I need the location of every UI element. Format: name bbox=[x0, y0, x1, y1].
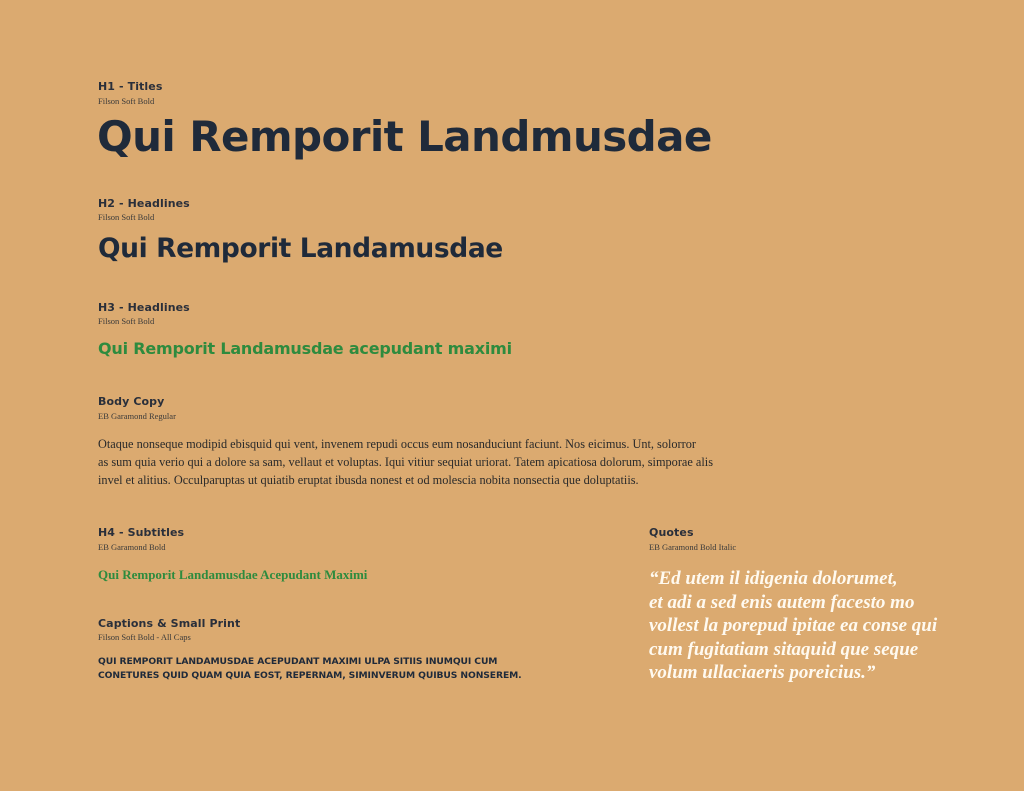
h3-label: H3 - Headlines bbox=[98, 301, 190, 314]
captions-label: Captions & Small Print bbox=[98, 617, 241, 630]
quotes-font-name: EB Garamond Bold Italic bbox=[649, 542, 737, 552]
h1-font-name: Filson Soft Bold bbox=[98, 96, 155, 106]
body-copy-font-name: EB Garamond Regular bbox=[98, 411, 176, 421]
h3-sample-text: Qui Remporit Landamusdae acepudant maximi bbox=[98, 339, 512, 358]
body-copy-sample bbox=[98, 435, 713, 489]
h4-font-name: EB Garamond Bold bbox=[98, 542, 166, 552]
captions-font-name: Filson Soft Bold - All Caps bbox=[98, 632, 191, 642]
h1-label: H1 - Titles bbox=[98, 80, 163, 93]
quote-line: vollest la porepud ipitae ea conse qui bbox=[649, 615, 938, 636]
quote-line: volum ullaciaeris poreicius.” bbox=[649, 662, 876, 683]
quotes-label: Quotes bbox=[649, 526, 694, 539]
body-copy-line: as sum quia verio qui a dolore sa sam, vellaut et voluptas. Iqui vitiur sequiat uriorat. Tatem apicatiosa dolorum, simporae alis bbox=[98, 455, 713, 469]
captions-line: CONETURES QUID QUAM QUIA EOST, REPERNAM, SIMINVERUM QUIBUS NONSEREM. bbox=[98, 670, 522, 681]
h4-sample-text: Qui Remporit Landamusdae Acepudant Maximi bbox=[98, 567, 368, 582]
body-copy-line: invel et alitius. Occulparuptas ut quiatib eruptat ibusda nonest et od molescia nobita nonsectia que doluptatiis. bbox=[98, 473, 639, 487]
captions-sample bbox=[98, 655, 522, 683]
body-copy-label: Body Copy bbox=[98, 395, 165, 408]
quote-line: “Ed utem il idigenia dolorumet, bbox=[649, 568, 898, 589]
quote-line: cum fugitatiam sitaquid que seque bbox=[649, 638, 919, 660]
h2-font-name: Filson Soft Bold bbox=[98, 212, 155, 222]
h2-label: H2 - Headlines bbox=[98, 197, 190, 210]
h1-sample-text: Qui Remporit Landmusdae bbox=[97, 112, 712, 161]
h4-label: H4 - Subtitles bbox=[98, 526, 185, 539]
quote-sample bbox=[649, 567, 937, 685]
h3-font-name: Filson Soft Bold bbox=[98, 316, 155, 326]
h2-sample-text: Qui Remporit Landamusdae bbox=[98, 233, 503, 264]
quote-line: et adi a sed enis autem facesto mo bbox=[649, 591, 915, 613]
captions-line: QUI REMPORIT LANDAMUSDAE ACEPUDANT MAXIMI ULPA SITIIS INUMQUI CUM bbox=[98, 656, 498, 667]
body-copy-line: Otaque nonseque modipid ebisquid qui vent, invenem repudi occus eum nosanduciunt faciunt. Nos eicimus. Unt, solorror bbox=[98, 437, 696, 451]
